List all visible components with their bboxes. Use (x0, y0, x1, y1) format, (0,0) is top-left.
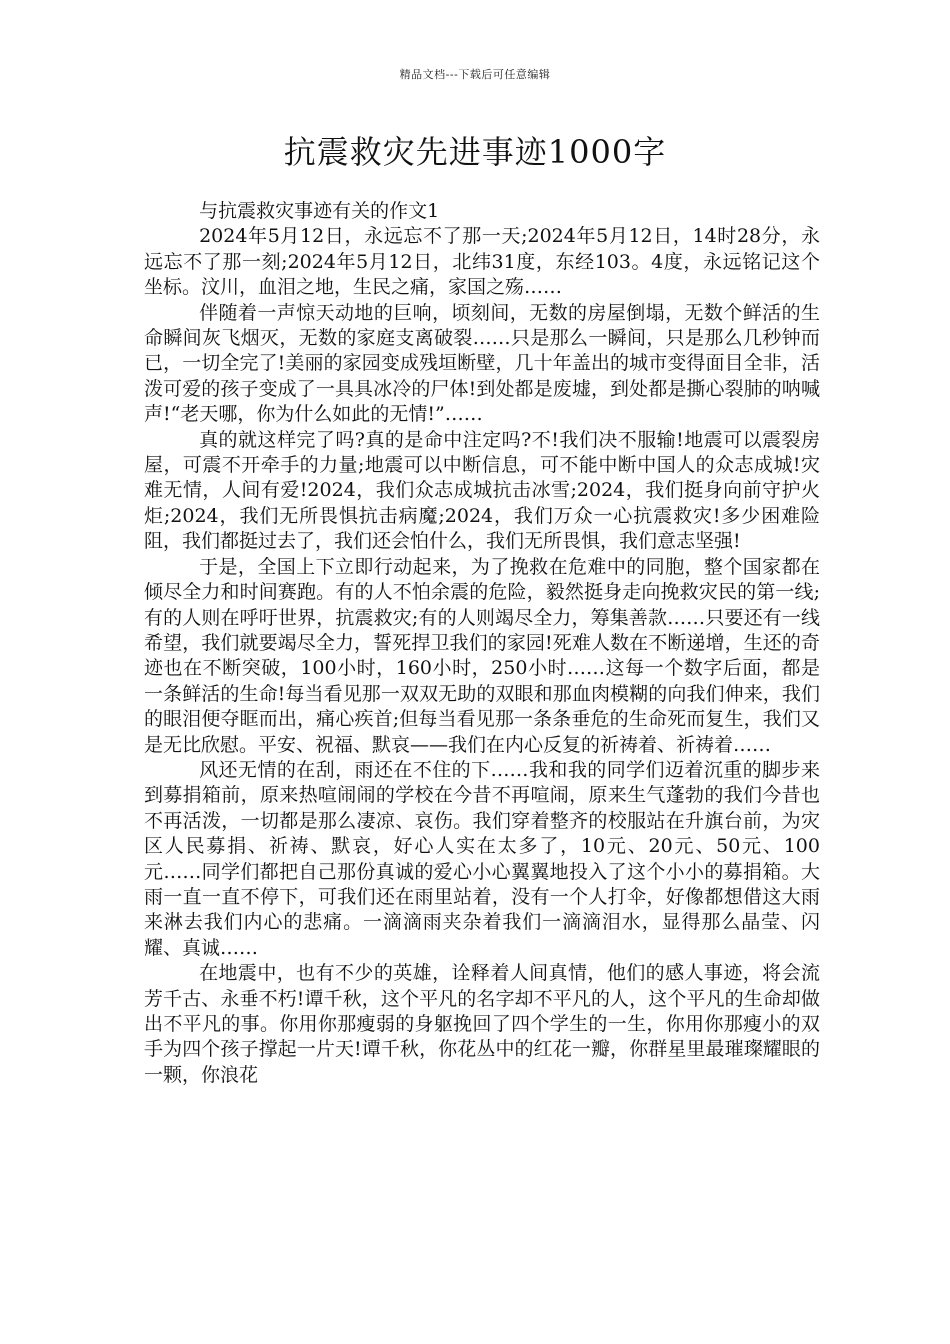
paragraph: 在地震中，也有不少的英雄，诠释着人间真情，他们的感人事迹，将会流芳千古、永垂不朽!谭千秋，这个平凡的名字却不平凡的人，这个平凡的生命却做出不平凡的事。你用你那瘦弱的身躯挽回了四个学生的一生，你用你那瘦小的双手为四个孩子撑起一片天!谭千秋，你花丛中的红花一瓣，你群星里最璀璨耀眼的一颗，你浪花 (144, 962, 820, 1086)
paragraph: 2024年5月12日，永远忘不了那一天;2024年5月12日，14时28分，永远忘不了那一刻;2024年5月12日，北纬31度，东经103。4度，永远铭记这个坐标。汶川，血泪之地，生民之痛，家国之殇…… (144, 225, 820, 299)
paragraph-subtitle: 与抗震救灾事迹有关的作文1 (199, 200, 440, 222)
paragraph: 于是，全国上下立即行动起来，为了挽救在危难中的同胞，整个国家都在倾尽全力和时间赛跑。有的人不怕余震的危险，毅然挺身走向挽救灾民的第一线;有的人则在呼吁世界，抗震救灾;有的人则竭尽全力，筹集善款……只要还有一线希望，我们就要竭尽全力，誓死捍卫我们的家园!死难人数在不断递增，生还的奇迹也在不断突破，100小时，160小时，250小时……这每一个数字后面，都是一条鲜活的生命!每当看见那一双双无助的双眼和那血肉模糊的向我们伸来，我们的眼泪便夺眶而出，痛心疾首;但每当看见那一条条垂危的生命死而复生，我们又是无比欣慰。平安、祝福、默哀——我们在内心反复的祈祷着、祈祷着…… (144, 555, 820, 756)
document-body (144, 199, 820, 1088)
paragraph: 真的就这样完了吗?真的是命中注定吗?不!我们决不服输!地震可以震裂房屋，可震不开牵手的力量;地震可以中断信息，可不能中断中国人的众志成城!灾难无情，人间有爱!2024，我们众志成城抗击冰雪;2024，我们挺身向前守护火炬;2024，我们无所畏惧抗击病魔;2024，我们万众一心抗震救灾!多少困难险阻，我们都挺过去了，我们还会怕什么，我们无所畏惧，我们意志坚强! (144, 428, 820, 553)
paragraph: 风还无情的在刮，雨还在不住的下……我和我的同学们迈着沉重的脚步来到募捐箱前，原来热喧闹闹的学校在今昔不再喧闹，原来生气蓬勃的我们今昔也不再活泼，一切都是那么凄凉、哀伤。我们穿着整齐的校服站在升旗台前，为灾区人民募捐、祈祷、默哀，好心人实在太多了，10元、20元、50元、100元……同学们都把自己那份真诚的爱心小心翼翼地投入了这个小小的募捐箱。大雨一直一直不停下，可我们还在雨里站着，没有一个人打伞，好像都想借这大雨来淋去我们内心的悲痛。一滴滴雨夹杂着我们一滴滴泪水，显得那么晶莹、闪耀、真诚…… (144, 758, 820, 959)
document-title: 抗震救灾先进事迹1000字 (283, 133, 667, 171)
header-note: 精品文档---下载后可任意编辑 (399, 68, 551, 81)
paragraph: 伴随着一声惊天动地的巨响，顷刻间，无数的房屋倒塌，无数个鲜活的生命瞬间灰飞烟灭，无数的家庭支离破裂……只是那么一瞬间，只是那么几秒钟而已，一切全完了!美丽的家园变成残垣断壁，几十年盖出的城市变得面目全非，活泼可爱的孩子变成了一具具冰冷的尸体!到处都是废墟，到处都是撕心裂肺的呐喊声!“老天哪，你为什么如此的无情!”…… (144, 301, 820, 426)
